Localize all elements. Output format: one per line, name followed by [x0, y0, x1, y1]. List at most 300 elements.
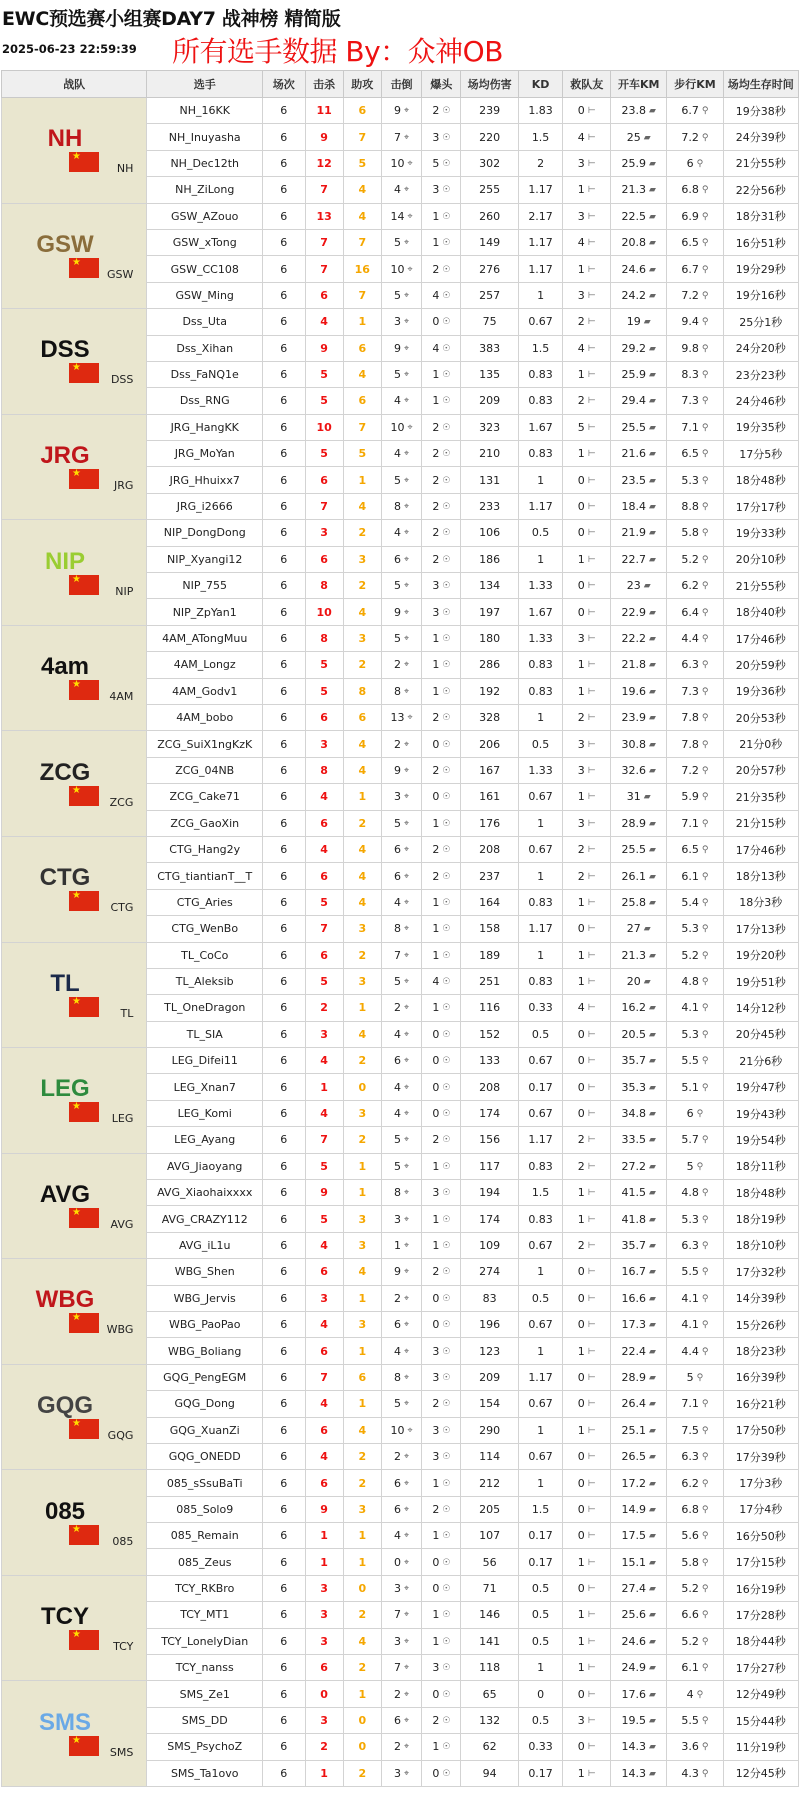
avg-damage-cell [461, 414, 518, 440]
player-name: GQG_ONEDD [168, 1450, 241, 1464]
games-count: 6 [280, 552, 288, 566]
player-name: Dss_Xihan [176, 341, 234, 355]
kd-ratio-cell [518, 309, 563, 335]
revive-count-cell [563, 652, 611, 678]
player-name: SMS_Ta1ovo [170, 1766, 239, 1780]
kd-ratio-cell [518, 1496, 563, 1522]
car-icon: ▰ [649, 871, 656, 882]
avg-damage-cell [461, 1259, 518, 1285]
headshot-icon: ☉ [442, 1214, 451, 1225]
assists-count: 3 [358, 975, 367, 989]
revive-icon: ⊢ [587, 1293, 596, 1304]
knocks-count-cell [381, 1417, 421, 1443]
knock-icon: ⌖ [404, 1636, 410, 1647]
knock-icon: ⌖ [407, 713, 413, 724]
drive-km-cell [611, 1575, 667, 1601]
walk-km-cell [667, 441, 723, 467]
walk-km-cell [667, 599, 723, 625]
drive-km: 25.9 [621, 368, 646, 382]
kd-ratio: 0.83 [528, 1212, 553, 1226]
china-flag-icon [69, 363, 99, 383]
kills-count: 1 [320, 1529, 328, 1543]
revive-count-cell [563, 1021, 611, 1047]
player-name: ZCG_Cake71 [169, 790, 240, 804]
knocks-count-cell [381, 889, 421, 915]
avg-damage: 209 [479, 1370, 501, 1384]
assists-count-cell [343, 1707, 381, 1733]
player-name: CTG_WenBo [171, 922, 239, 936]
china-flag-icon [69, 469, 99, 489]
games-count-cell [263, 1734, 305, 1760]
revive-icon: ⊢ [587, 713, 596, 724]
walk-km-cell [667, 810, 723, 836]
car-icon: ▰ [643, 977, 651, 988]
walk-km: 6.8 [681, 183, 699, 197]
kills-count-cell [305, 282, 343, 308]
walk-icon: ⚲ [701, 1082, 709, 1093]
revive-count-cell [563, 1232, 611, 1258]
avg-damage: 134 [479, 579, 501, 593]
headshot-count: 0 [432, 1318, 440, 1332]
walk-km-cell [667, 1681, 723, 1707]
walk-km-cell [667, 1311, 723, 1337]
player-name-cell [147, 493, 263, 519]
drive-km-cell [611, 573, 667, 599]
kills-count: 7 [320, 1370, 328, 1384]
walk-icon: ⚲ [701, 1267, 709, 1278]
revive-icon: ⊢ [587, 792, 596, 803]
player-name: GSW_AZouo [171, 209, 239, 223]
player-name: TCY_nanss [175, 1661, 234, 1675]
knocks-count: 3 [394, 315, 402, 329]
headshot-icon: ☉ [442, 106, 451, 117]
games-count: 6 [280, 1740, 288, 1754]
kd-ratio-cell [518, 599, 563, 625]
walk-km-cell [667, 256, 723, 282]
avg-damage: 174 [479, 1212, 501, 1226]
assists-count-cell [343, 810, 381, 836]
assists-count-cell [343, 1100, 381, 1126]
col-header-headshots[interactable]: 爆头 [422, 71, 461, 98]
car-icon: ▰ [649, 528, 656, 539]
kd-ratio-cell [518, 520, 563, 546]
knocks-count: 5 [394, 288, 402, 302]
car-icon: ▰ [649, 1716, 656, 1727]
kd-ratio: 0.67 [528, 790, 553, 804]
avg-survival-cell [723, 1232, 798, 1258]
player-name-cell [147, 1734, 263, 1760]
revive-count: 0 [577, 1529, 585, 1543]
games-count: 6 [280, 1291, 288, 1305]
kills-count-cell [305, 810, 343, 836]
avg-survival: 18分48秒 [735, 474, 786, 488]
walk-km: 8.8 [681, 500, 699, 514]
kills-count: 7 [320, 922, 328, 936]
walk-km-cell [667, 493, 723, 519]
knocks-count-cell [381, 1311, 421, 1337]
player-name-cell [147, 1100, 263, 1126]
knocks-count: 7 [394, 130, 402, 144]
player-name-cell [147, 1364, 263, 1390]
avg-survival-cell [723, 1443, 798, 1469]
kills-count-cell [305, 1470, 343, 1496]
player-name-cell [147, 335, 263, 361]
avg-damage: 146 [479, 1608, 501, 1622]
knocks-count-cell [381, 704, 421, 730]
col-header-player[interactable]: 选手 [147, 71, 263, 98]
revive-icon: ⊢ [587, 739, 596, 750]
walk-icon: ⚲ [696, 1689, 704, 1700]
games-count: 6 [280, 1265, 288, 1279]
col-header-games[interactable]: 场次 [263, 71, 305, 98]
car-icon: ▰ [649, 1056, 656, 1067]
team-name: CTG [110, 901, 134, 915]
avg-damage-cell [461, 282, 518, 308]
walk-km: 6.5 [681, 236, 699, 250]
kills-count-cell [305, 520, 343, 546]
revive-count: 4 [577, 341, 585, 355]
kills-count: 3 [320, 1027, 328, 1041]
revive-count-cell [563, 968, 611, 994]
headshot-count: 1 [432, 1529, 440, 1543]
assists-count: 1 [358, 473, 367, 487]
revive-count: 0 [577, 579, 585, 593]
games-count: 6 [280, 1397, 288, 1411]
col-header-avg-damage[interactable]: 场均伤害 [461, 71, 518, 98]
kd-ratio: 0 [537, 1687, 545, 1701]
col-header-avg-survival[interactable]: 场均生存时间 [723, 71, 798, 98]
stats-table [1, 70, 799, 1787]
headshot-count: 1 [432, 1608, 440, 1622]
games-count: 6 [280, 658, 288, 672]
kills-count-cell [305, 203, 343, 229]
col-header-revives[interactable]: 救队友 [563, 71, 611, 98]
kills-count: 5 [320, 895, 328, 909]
knock-icon: ⌖ [404, 1531, 410, 1542]
col-header-kills[interactable]: 击杀 [305, 71, 343, 98]
knocks-count: 7 [394, 948, 402, 962]
drive-km: 15.1 [621, 1555, 646, 1569]
knocks-count-cell [381, 1232, 421, 1258]
avg-survival-cell [723, 1523, 798, 1549]
kills-count: 6 [320, 869, 328, 883]
assists-count: 2 [358, 1766, 367, 1780]
revive-count: 3 [577, 209, 585, 223]
drive-km-cell [611, 1100, 667, 1126]
headshot-icon: ☉ [442, 1425, 451, 1436]
kills-count: 10 [316, 605, 332, 619]
kills-count: 4 [320, 1238, 328, 1252]
col-header-drive-km[interactable]: 开车KM [611, 71, 667, 98]
headshot-icon: ☉ [442, 1452, 451, 1463]
table-row [2, 1048, 799, 1074]
avg-survival-cell [723, 520, 798, 546]
revive-count: 2 [577, 869, 585, 883]
headshot-icon: ☉ [442, 211, 451, 222]
kills-count-cell [305, 1074, 343, 1100]
walk-km: 4.8 [681, 975, 699, 989]
assists-count: 4 [358, 605, 367, 619]
games-count-cell [263, 1259, 305, 1285]
revive-count: 1 [577, 552, 585, 566]
player-name-cell [147, 1127, 263, 1153]
col-header-kd[interactable]: KD [518, 71, 563, 98]
headshot-icon: ☉ [442, 1557, 451, 1568]
team-name: 4AM [109, 690, 134, 704]
kills-count-cell [305, 177, 343, 203]
col-header-knocks[interactable]: 击倒 [381, 71, 421, 98]
drive-km-cell [611, 1496, 667, 1522]
kills-count: 9 [320, 1186, 328, 1200]
knock-icon: ⌖ [404, 290, 410, 301]
avg-survival-cell [723, 810, 798, 836]
kd-ratio: 1.5 [531, 130, 550, 144]
walk-icon: ⚲ [701, 686, 709, 697]
player-name-cell [147, 203, 263, 229]
knocks-count-cell [381, 599, 421, 625]
revive-icon: ⊢ [587, 1768, 596, 1779]
drive-km-cell [611, 309, 667, 335]
knock-icon: ⌖ [407, 158, 413, 169]
col-header-walk-km[interactable]: 步行KM [667, 71, 723, 98]
kills-count: 5 [320, 684, 328, 698]
games-count: 6 [280, 394, 288, 408]
avg-damage-cell [461, 1100, 518, 1126]
walk-km-cell [667, 1048, 723, 1074]
kd-ratio: 1.67 [528, 605, 553, 619]
player-name-cell [147, 1153, 263, 1179]
col-header-team[interactable]: 战队 [2, 71, 147, 98]
avg-survival: 19分36秒 [735, 685, 786, 699]
car-icon: ▰ [649, 1240, 656, 1251]
drive-km-cell [611, 1549, 667, 1575]
avg-survival: 17分15秒 [735, 1556, 786, 1570]
avg-survival-cell [723, 942, 798, 968]
headshot-count-cell [422, 573, 461, 599]
kd-ratio-cell [518, 1523, 563, 1549]
kd-ratio-cell [518, 652, 563, 678]
walk-km-cell [667, 573, 723, 599]
avg-damage-cell [461, 256, 518, 282]
revive-icon: ⊢ [587, 1056, 596, 1067]
headshot-icon: ☉ [442, 1584, 451, 1595]
walk-km-cell [667, 1470, 723, 1496]
kills-count: 3 [320, 1714, 328, 1728]
avg-survival-cell [723, 916, 798, 942]
revive-count-cell [563, 757, 611, 783]
walk-km-cell [667, 1496, 723, 1522]
avg-survival: 24分20秒 [735, 342, 786, 356]
knocks-count-cell [381, 573, 421, 599]
knocks-count: 14 [390, 209, 405, 223]
kills-count: 1 [320, 1080, 328, 1094]
kd-ratio-cell [518, 1048, 563, 1074]
kills-count-cell [305, 256, 343, 282]
knock-icon: ⌖ [404, 845, 410, 856]
walk-km-cell [667, 1285, 723, 1311]
drive-km-cell [611, 98, 667, 124]
drive-km-cell [611, 256, 667, 282]
headshot-count: 2 [432, 843, 440, 857]
games-count: 6 [280, 1080, 288, 1094]
assists-count: 3 [358, 1238, 367, 1252]
kills-count-cell [305, 1602, 343, 1628]
assists-count-cell [343, 995, 381, 1021]
knocks-count: 4 [394, 183, 402, 197]
games-count-cell [263, 757, 305, 783]
avg-damage: 152 [479, 1027, 501, 1041]
avg-survival: 17分46秒 [735, 843, 786, 857]
player-name: TL_OneDragon [164, 1001, 246, 1015]
knocks-count-cell [381, 1074, 421, 1100]
timestamp: 2025-06-23 22:59:39 [2, 42, 137, 56]
revive-icon: ⊢ [587, 1240, 596, 1251]
kills-count: 2 [320, 1001, 328, 1015]
kills-count-cell [305, 1523, 343, 1549]
player-name-cell [147, 1707, 263, 1733]
knock-icon: ⌖ [404, 1610, 410, 1621]
kills-count: 6 [320, 1265, 328, 1279]
avg-damage-cell [461, 1285, 518, 1311]
drive-km-cell [611, 203, 667, 229]
games-count-cell [263, 1655, 305, 1681]
drive-km-cell [611, 1285, 667, 1311]
walk-km-cell [667, 1760, 723, 1786]
walk-km: 4.4 [681, 1344, 699, 1358]
knock-icon: ⌖ [404, 1372, 410, 1383]
drive-km-cell [611, 1443, 667, 1469]
walk-icon: ⚲ [701, 475, 709, 486]
headshot-icon: ☉ [442, 713, 451, 724]
kd-ratio: 0.5 [531, 1582, 550, 1596]
walk-km-cell [667, 1628, 723, 1654]
headshot-icon: ☉ [442, 1716, 451, 1727]
car-icon: ▰ [649, 818, 656, 829]
player-name: WBG_Boliang [168, 1344, 242, 1358]
walk-icon: ⚲ [701, 977, 709, 988]
walk-icon: ⚲ [701, 924, 709, 935]
drive-km: 21.3 [621, 183, 646, 197]
games-count-cell [263, 1074, 305, 1100]
knocks-count: 8 [394, 1370, 402, 1384]
car-icon: ▰ [649, 950, 656, 961]
team-cell [2, 1048, 147, 1154]
avg-survival-cell [723, 1074, 798, 1100]
walk-icon: ⚲ [701, 106, 709, 117]
revive-icon: ⊢ [587, 422, 596, 433]
revive-count-cell [563, 520, 611, 546]
team-logo-text: 085 [44, 1497, 86, 1525]
assists-count-cell [343, 889, 381, 915]
avg-survival-cell [723, 1707, 798, 1733]
assists-count: 1 [358, 1291, 367, 1305]
drive-km: 26.4 [621, 1397, 646, 1411]
kills-count-cell [305, 1575, 343, 1601]
player-name-cell [147, 916, 263, 942]
drive-km: 22.7 [621, 552, 646, 566]
avg-damage-cell [461, 1602, 518, 1628]
player-name-cell [147, 968, 263, 994]
headshot-icon: ☉ [442, 396, 451, 407]
revive-count-cell [563, 784, 611, 810]
kd-ratio: 1.5 [531, 341, 550, 355]
table-row [2, 1259, 799, 1285]
avg-damage: 237 [479, 869, 501, 883]
walk-km-cell [667, 1391, 723, 1417]
revive-icon: ⊢ [587, 1636, 596, 1647]
revive-icon: ⊢ [587, 1188, 596, 1199]
assists-count-cell [343, 1734, 381, 1760]
kills-count: 12 [316, 156, 332, 170]
kd-ratio-cell [518, 177, 563, 203]
kills-count: 6 [320, 1661, 328, 1675]
kd-ratio: 0.17 [528, 1766, 553, 1780]
revive-count: 2 [577, 1159, 585, 1173]
kd-ratio-cell [518, 282, 563, 308]
drive-km-cell [611, 1338, 667, 1364]
table-row [2, 1153, 799, 1179]
car-icon: ▰ [649, 713, 656, 724]
kd-ratio: 2 [537, 156, 545, 170]
table-row [2, 520, 799, 546]
drive-km-cell [611, 1259, 667, 1285]
player-name-cell [147, 309, 263, 335]
avg-damage-cell [461, 889, 518, 915]
player-name-cell [147, 836, 263, 862]
kills-count: 2 [320, 1740, 328, 1754]
revive-count-cell [563, 150, 611, 176]
kills-count-cell [305, 995, 343, 1021]
avg-damage: 208 [479, 843, 501, 857]
player-name-cell [147, 1470, 263, 1496]
walk-km: 3.6 [681, 1740, 699, 1754]
drive-km-cell [611, 810, 667, 836]
kd-ratio-cell [518, 810, 563, 836]
assists-count: 4 [358, 1027, 367, 1041]
headshot-icon: ☉ [442, 1768, 451, 1779]
avg-survival-cell [723, 335, 798, 361]
avg-survival-cell [723, 177, 798, 203]
revive-count: 0 [577, 473, 585, 487]
knock-icon: ⌖ [404, 581, 410, 592]
avg-survival: 19分33秒 [735, 526, 786, 540]
walk-km-cell [667, 1206, 723, 1232]
revive-icon: ⊢ [587, 1267, 596, 1278]
avg-damage: 212 [479, 1476, 501, 1490]
avg-survival-cell [723, 1021, 798, 1047]
avg-damage-cell [461, 1496, 518, 1522]
games-count-cell [263, 229, 305, 255]
drive-km: 41.8 [621, 1212, 646, 1226]
col-header-assists[interactable]: 助攻 [343, 71, 381, 98]
games-count: 6 [280, 262, 288, 276]
avg-damage-cell [461, 836, 518, 862]
walk-icon: ⚲ [701, 950, 709, 961]
avg-survival: 18分23秒 [735, 1345, 786, 1359]
assists-count-cell [343, 1021, 381, 1047]
headshot-count: 2 [432, 500, 440, 514]
games-count: 6 [280, 869, 288, 883]
revive-count-cell [563, 863, 611, 889]
walk-icon: ⚲ [701, 264, 709, 275]
headshot-count: 0 [432, 1080, 440, 1094]
kd-ratio: 0.83 [528, 1159, 553, 1173]
knock-icon: ⌖ [404, 977, 410, 988]
kd-ratio-cell [518, 1443, 563, 1469]
avg-survival-cell [723, 1127, 798, 1153]
headshot-count: 3 [432, 183, 440, 197]
knocks-count: 6 [394, 843, 402, 857]
